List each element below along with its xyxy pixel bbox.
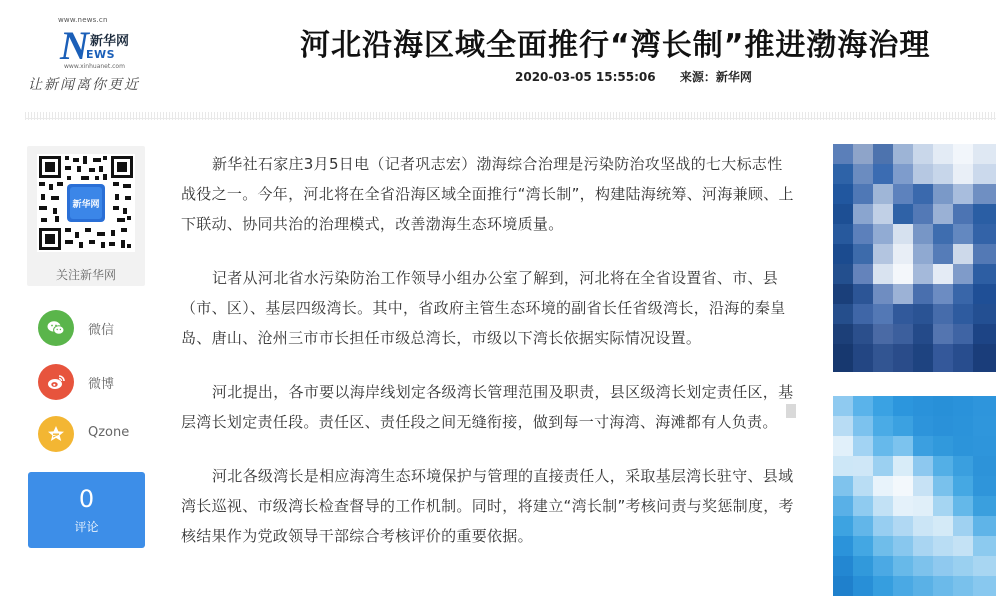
article-paragraph: 河北各级湾长是相应海湾生态环境保护与管理的直接责任人，采取基层湾长驻守、县域湾长巡视、市级湾长检查督导的工作机制。同时，将建立“湾长制”考核问责与奖惩制度，考核结果作为党政领导干部综合考核评价的重要依据。 xyxy=(181,467,794,545)
logo-domain: www.xinhuanet.com xyxy=(64,63,125,70)
sidebar-ad-image-1[interactable] xyxy=(833,144,996,372)
sidebar-ad-image-2[interactable] xyxy=(833,396,996,596)
share-qzone-button[interactable] xyxy=(38,416,148,452)
logo-letters: EWS xyxy=(86,48,116,61)
article-paragraph: 记者从河北省水污染防治工作领导小组办公室了解到，河北将在全省设置省、市、县（市、区）、基层四级湾长。其中，省政府主管生态环境的副省长任省级湾长，沿海的秦皇岛、唐山、沧州三市市长担任市级总湾长，市级以下湾长依据实际情况设置。 xyxy=(181,269,786,347)
logo-chinese-name: 新华网 xyxy=(90,34,130,49)
article-body xyxy=(181,149,797,575)
article-source-label: 来源： xyxy=(679,70,716,84)
article-source-name: 新华网 xyxy=(715,70,752,84)
site-logo[interactable] xyxy=(28,12,153,98)
qzone-icon xyxy=(38,416,74,452)
comment-label: 评论 xyxy=(74,520,99,534)
share-weibo-label: 微博 xyxy=(88,377,115,392)
article-datetime: 2020-03-05 15:55:06 xyxy=(515,70,656,84)
article-title: 河北沿海区域全面推行“湾长制”推进渤海治理 xyxy=(300,28,931,63)
qr-caption: 关注新华网 xyxy=(55,268,116,282)
site-slogan: 让新闻离你更近 xyxy=(28,77,140,93)
wechat-icon xyxy=(38,310,74,346)
qr-badge-text: 新华网 xyxy=(72,200,100,210)
share-weibo-button[interactable] xyxy=(38,364,148,400)
logo-url: www.news.cn xyxy=(58,16,108,24)
weibo-icon xyxy=(38,364,74,400)
logo-letter: N xyxy=(60,23,89,68)
article-meta xyxy=(515,68,752,85)
comment-button[interactable] xyxy=(28,472,145,548)
article-paragraph: 河北提出，各市要以海岸线划定各级湾长管理范围及职责，县区级湾长划定责任区，基层湾长划定责任段。责任区、责任段之间无缝衔接，做到每一寸海湾、海滩都有人负责。 xyxy=(181,383,794,431)
header-divider-line xyxy=(25,118,996,119)
overlay-fragment xyxy=(786,404,796,418)
article-paragraph: 新华社石家庄3月5日电（记者巩志宏）渤海综合治理是污染防治攻坚战的七大标志性战役之一。今年，河北将在全省沿海区域全面推行“湾长制”，构建陆海统筹、河海兼顾、上下联动、协同共治的治理模式，改善渤海生态环境质量。 xyxy=(181,155,794,233)
comment-count: 0 xyxy=(78,485,95,513)
share-wechat-label: 微信 xyxy=(88,323,115,338)
share-wechat-button[interactable] xyxy=(38,310,148,346)
qr-follow-card xyxy=(27,146,145,286)
share-qzone-label: Qzone xyxy=(88,425,130,440)
qr-code-icon xyxy=(37,154,135,252)
